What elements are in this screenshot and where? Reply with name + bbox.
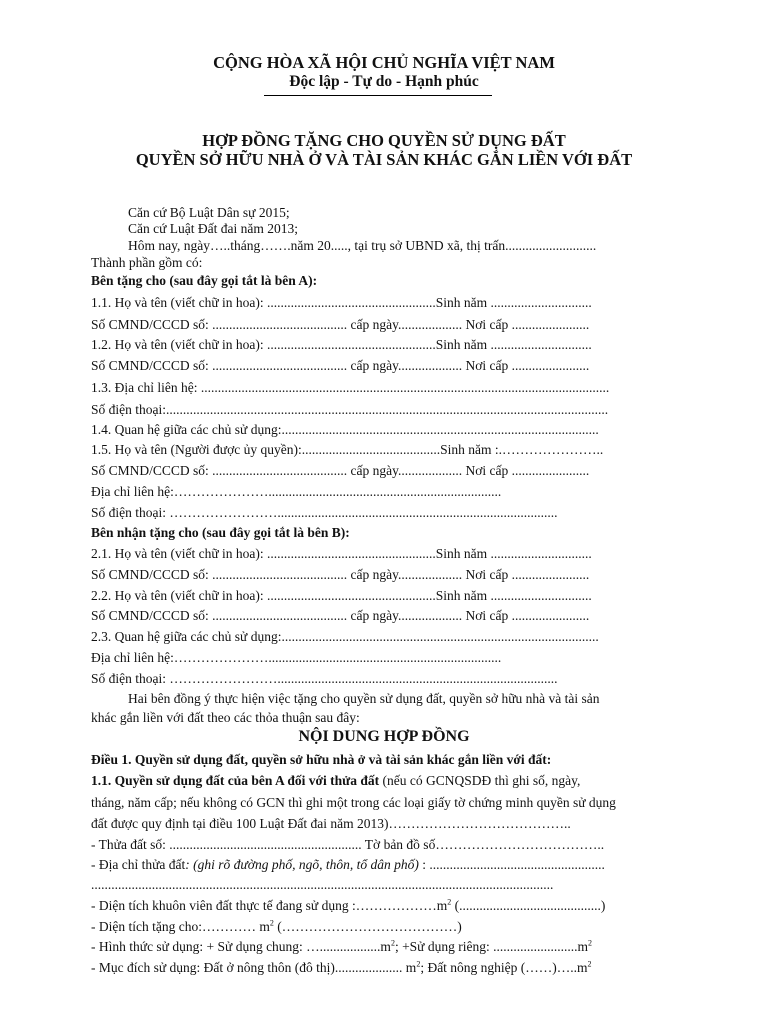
plot-address-hint: : (ghi rõ đường phố, ngõ, thôn, tổ dân phố)	[185, 857, 419, 872]
gift-area-words: (…………………………………)	[273, 919, 462, 934]
actual-area-label: - Diện tích khuôn viên đất thực tế đang sử dụng :………………m	[91, 898, 448, 913]
party-a-line: 1.5. Họ và tên (Người được ủy quyền):.........................................Sinh năm :.…………………..	[91, 442, 604, 457]
party-b-line: Địa chỉ liên hệ:………………….....................................................................	[91, 650, 502, 665]
gift-area-label: - Diện tích tặng cho:………… m	[91, 919, 270, 934]
contract-content-heading: NỘI DUNG HỢP ĐỒNG	[298, 728, 470, 745]
plot-address-continuation: .........................................................................................................................................	[91, 877, 554, 892]
gift-area-line	[91, 918, 462, 935]
party-a-line: 1.4. Quan hệ giữa các chủ sử dụng:..............................................................................................	[91, 422, 599, 437]
party-a-line: Số điện thoại: ……………………...................................................................................	[91, 505, 558, 520]
party-b-line: Số CMND/CCCD số: ........................................ cấp ngày................... Nơi cấp .......................	[91, 608, 590, 623]
superscript: 2	[587, 959, 592, 969]
basis-civil-code: Căn cứ Bộ Luật Dân sự 2015;	[128, 205, 290, 220]
usage-purpose-line	[91, 959, 592, 976]
superscript: 2	[588, 938, 592, 948]
superscript: 2	[416, 959, 421, 969]
national-motto: Độc lập - Tự do - Hạnh phúc	[289, 73, 479, 90]
party-b-line: 2.3. Quan hệ giữa các chủ sử dụng:..............................................................................................	[91, 629, 599, 644]
party-b-line: Số điện thoại: ……………………...................................................................................	[91, 671, 558, 686]
section-1-1-line1	[91, 772, 580, 789]
party-a-line: 1.1. Họ và tên (viết chữ in hoa): ..................................................Sinh năm ..............................	[91, 295, 592, 310]
section-1-1-note: (nếu có GCNQSDĐ thì ghi số, ngày,	[379, 773, 581, 788]
contract-title-line1: HỢP ĐỒNG TẶNG CHO QUYỀN SỬ DỤNG ĐẤT	[202, 131, 566, 150]
party-b-line: 2.1. Họ và tên (viết chữ in hoa): ..................................................Sinh năm ..............................	[91, 546, 592, 561]
party-b-line: Số CMND/CCCD số: ........................................ cấp ngày................... Nơi cấp .......................	[91, 567, 590, 582]
basis-land-law: Căn cứ Luật Đất đai năm 2013;	[128, 221, 299, 236]
superscript: 2	[447, 897, 452, 907]
party-a-heading: Bên tặng cho (sau đây gọi tắt là bên A):	[91, 273, 318, 288]
party-a-line: Số điện thoại:...................................................................................................................................	[91, 402, 609, 417]
agreement-paragraph-line2: khác gắn liền với đất theo các thỏa thuận sau đây:	[91, 710, 360, 725]
actual-area-words: (..........................................)	[451, 898, 606, 913]
plot-address-line	[91, 856, 605, 873]
plot-address-label: - Địa chỉ thửa đất	[91, 857, 186, 872]
party-a-line: Số CMND/CCCD số: ........................................ cấp ngày................... Nơi cấp .......................	[91, 358, 590, 373]
superscript: 2	[390, 938, 395, 948]
plot-address-dots: : ....................................................	[418, 857, 605, 872]
party-a-line: Địa chỉ liên hệ:………………….....................................................................	[91, 484, 502, 499]
party-a-line: Số CMND/CCCD số: ........................................ cấp ngày................... Nơi cấp .......................	[91, 463, 590, 478]
section-1-1-line3: đất được quy định tại điều 100 Luật Đất đai năm 2013)…………………………………..	[91, 816, 571, 831]
contract-title-line2: QUYỀN SỞ HỮU NHÀ Ở VÀ TÀI SẢN KHÁC GẮN LIỀN VỚI ĐẤT	[135, 150, 633, 169]
usage-form-shared: - Hình thức sử dụng: + Sử dụng chung: …..................m	[91, 939, 391, 954]
usage-form-line	[91, 938, 592, 955]
motto-underline	[264, 95, 492, 96]
party-b-heading: Bên nhận tặng cho (sau đây gọi tắt là bên B):	[91, 525, 350, 540]
date-place-line: Hôm nay, ngày…..tháng…….năm 20....., tại trụ sở UBND xã, thị trấn...........................	[128, 238, 597, 253]
participants-label: Thành phần gồm có:	[91, 255, 203, 270]
usage-purpose-residential: - Mục đích sử dụng: Đất ở nông thôn (đô thị).................... m	[91, 960, 417, 975]
article-1-heading: Điều 1. Quyền sử dụng đất, quyền sở hữu nhà ở và tài sản khác gắn liền với đất:	[91, 752, 552, 767]
usage-purpose-agricultural: ; Đất nông nghiệp (……)…..m	[420, 960, 588, 975]
section-1-1-line2: tháng, năm cấp; nếu không có GCN thì ghi một trong các loại giấy tờ chứng minh quyền sử dụng	[91, 795, 616, 810]
agreement-paragraph-line1: Hai bên đồng ý thực hiện việc tặng cho quyền sử dụng đất, quyền sở hữu nhà và tài sản	[128, 691, 600, 706]
party-a-line: 1.3. Địa chỉ liên hệ: .........................................................................................................................	[91, 380, 610, 395]
section-1-1-title: 1.1. Quyền sử dụng đất của bên A đối với thửa đất	[91, 773, 380, 788]
plot-number-line: - Thửa đất số: ......................................................... Tờ bản đồ số………………………………..	[91, 837, 605, 852]
party-a-line: Số CMND/CCCD số: ........................................ cấp ngày................... Nơi cấp .......................	[91, 317, 590, 332]
usage-form-private: ; +Sử dụng riêng: .........................m	[394, 939, 588, 954]
superscript: 2	[269, 918, 274, 928]
actual-area-line	[91, 897, 605, 914]
party-a-line: 1.2. Họ và tên (viết chữ in hoa): ..................................................Sinh năm ..............................	[91, 337, 592, 352]
party-b-line: 2.2. Họ và tên (viết chữ in hoa): ..................................................Sinh năm ..............................	[91, 588, 592, 603]
national-title: CỘNG HÒA XÃ HỘI CHỦ NGHĨA VIỆT NAM	[213, 53, 555, 72]
